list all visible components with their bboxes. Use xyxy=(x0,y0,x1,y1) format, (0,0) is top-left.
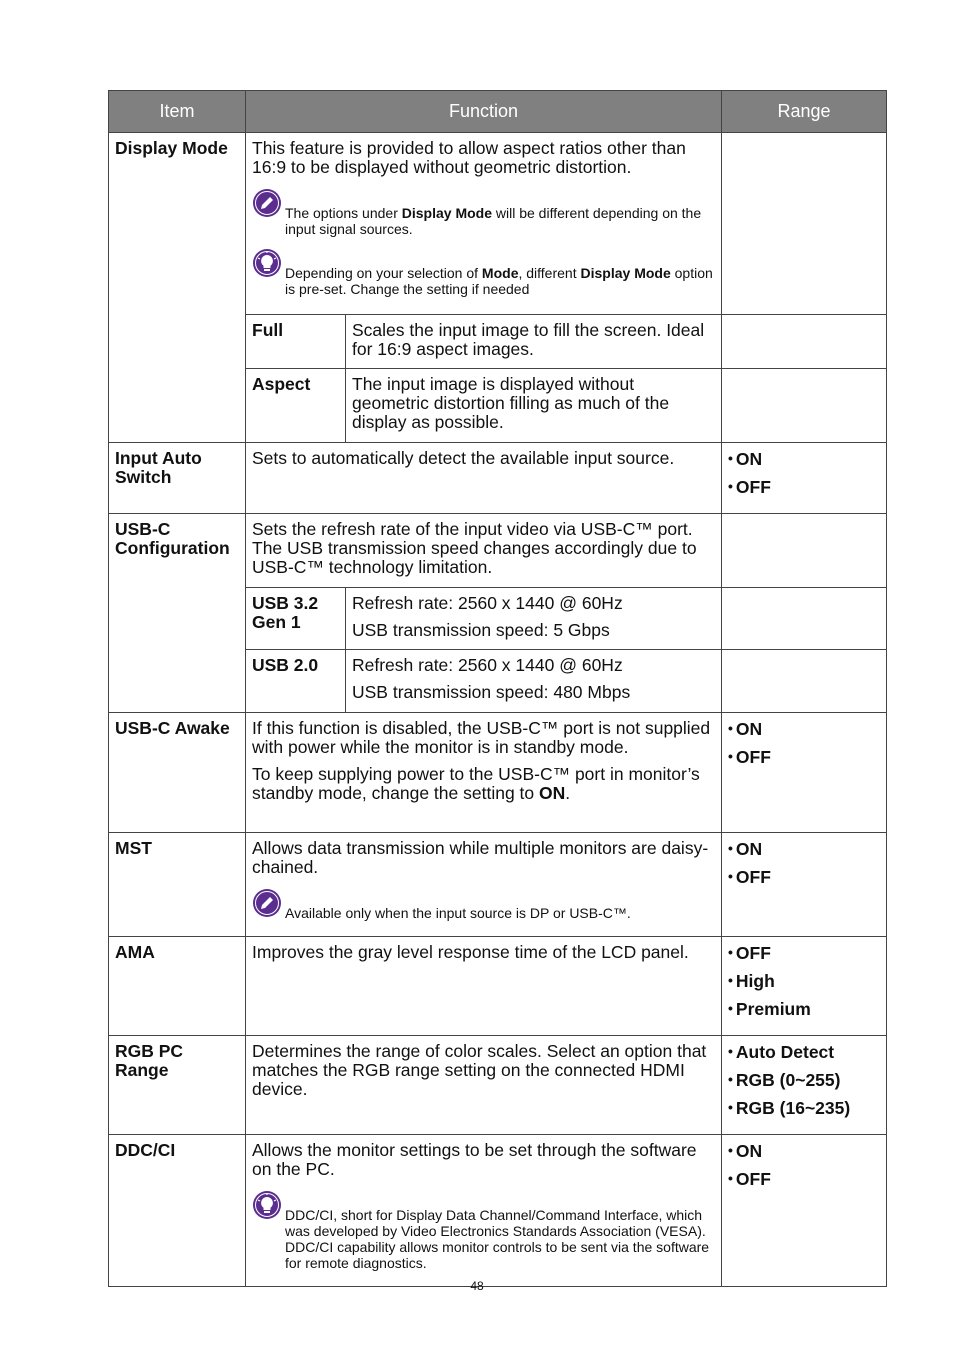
tip-text: Depending on your selection of Mode, different Display Mode option is pre-set. Change the setting if needed xyxy=(285,265,713,297)
usbc-awake-desc2: To keep supplying power to the USB-C™ port in monitor’s standby mode, change the setting to ON. xyxy=(252,764,700,803)
settings-table xyxy=(108,90,887,1287)
item-usbc-configuration: USB-C Configuration xyxy=(115,519,230,558)
table-row xyxy=(109,937,887,1036)
usb20-speed: USB transmission speed: 480 Mbps xyxy=(352,682,631,702)
option-full: Full xyxy=(252,320,284,340)
range-list xyxy=(728,1141,880,1189)
item-ama: AMA xyxy=(115,942,155,962)
range-option-on: • ON xyxy=(728,449,880,469)
table-row xyxy=(109,1036,887,1135)
item-cell xyxy=(109,514,246,713)
item-input-auto-switch: Input Auto Switch xyxy=(115,448,202,487)
table-row xyxy=(109,1135,887,1287)
function-cell xyxy=(346,588,722,650)
option-full-desc: Scales the input image to fill the screen. Ideal for 16:9 aspect images. xyxy=(352,320,705,359)
option-usb32: USB 3.2 Gen 1 xyxy=(252,593,319,632)
range-option-off: • OFF xyxy=(728,477,880,497)
table-row xyxy=(109,833,887,937)
range-list xyxy=(728,719,880,767)
ama-desc: Improves the gray level response time of the LCD panel. xyxy=(252,942,689,962)
range-cell xyxy=(722,588,887,650)
range-option-on: • ON xyxy=(728,1141,880,1161)
note-text: The options under Display Mode will be different depending on the input signal sources. xyxy=(285,205,702,237)
table-row xyxy=(109,713,887,833)
function-cell xyxy=(246,1036,722,1135)
pencil-note-icon xyxy=(252,888,282,918)
item-usbc-awake: USB-C Awake xyxy=(115,718,230,738)
sub-option-cell xyxy=(246,650,346,713)
range-option-off: • OFF xyxy=(728,867,880,887)
range-option-on: • ON xyxy=(728,839,880,859)
item-rgb-pc-range: RGB PC Range xyxy=(115,1041,184,1080)
range-cell xyxy=(722,369,887,443)
header-item: Item xyxy=(109,91,246,133)
range-cell xyxy=(722,443,887,514)
item-cell xyxy=(109,443,246,514)
function-cell xyxy=(246,1135,722,1287)
pencil-note-icon xyxy=(252,188,282,218)
function-cell xyxy=(246,833,722,937)
function-cell xyxy=(246,514,722,588)
rgb-pc-range-desc: Determines the range of color scales. Select an option that matches the RGB range setting on the connected HDMI device. xyxy=(252,1041,707,1099)
function-cell xyxy=(246,937,722,1036)
lightbulb-tip-icon xyxy=(252,248,282,278)
tip-block xyxy=(252,1193,715,1271)
range-cell xyxy=(722,1135,887,1287)
item-cell xyxy=(109,133,246,443)
note-block xyxy=(252,191,715,237)
function-cell xyxy=(246,133,722,315)
range-cell xyxy=(722,514,887,588)
lightbulb-tip-icon xyxy=(252,1190,282,1220)
function-cell xyxy=(246,713,722,833)
table-header-row xyxy=(109,91,887,133)
item-cell xyxy=(109,937,246,1036)
ddc-ci-desc: Allows the monitor settings to be set through the software on the PC. xyxy=(252,1140,697,1179)
sub-option-cell xyxy=(246,369,346,443)
range-list xyxy=(728,449,880,497)
option-aspect: Aspect xyxy=(252,374,311,394)
range-option-auto-detect: • Auto Detect xyxy=(728,1042,880,1062)
option-usb20: USB 2.0 xyxy=(252,655,319,675)
function-cell xyxy=(346,650,722,713)
display-mode-desc: This feature is provided to allow aspect ratios other than 16:9 to be displayed without geometric distortion. xyxy=(252,138,686,177)
function-cell xyxy=(346,369,722,443)
usbc-awake-desc1: If this function is disabled, the USB-C™ port is not supplied with power while the monitor is in standby mode. xyxy=(252,718,711,757)
note-block xyxy=(252,891,715,921)
usb32-refresh: Refresh rate: 2560 x 1440 @ 60Hz xyxy=(352,593,623,613)
function-cell xyxy=(346,315,722,369)
range-option-off: • OFF xyxy=(728,1169,880,1189)
tip-text: DDC/CI, short for Display Data Channel/Command Interface, which was developed by Video Electronics Standards Association (VESA). DDC/CI capability allows monitor controls to be sent via the software for remote diagnostics. xyxy=(285,1207,710,1271)
item-cell xyxy=(109,713,246,833)
range-option-rgb-limited: • RGB (16~235) xyxy=(728,1098,880,1118)
note-text: Available only when the input source is DP or USB-C™. xyxy=(285,905,631,921)
function-cell xyxy=(246,443,722,514)
range-option-off: • OFF xyxy=(728,747,880,767)
range-option-on: • ON xyxy=(728,719,880,739)
range-list xyxy=(728,1042,880,1118)
range-cell xyxy=(722,1036,887,1135)
sub-option-cell xyxy=(246,588,346,650)
sub-option-cell xyxy=(246,315,346,369)
range-cell xyxy=(722,133,887,315)
page-number: 48 xyxy=(470,1279,484,1293)
range-option-high: • High xyxy=(728,971,880,991)
range-cell xyxy=(722,650,887,713)
range-list xyxy=(728,839,880,887)
tip-block xyxy=(252,251,715,297)
input-auto-switch-desc: Sets to automatically detect the available input source. xyxy=(252,448,675,468)
header-range: Range xyxy=(722,91,887,133)
range-cell xyxy=(722,937,887,1036)
item-ddc-ci: DDC/CI xyxy=(115,1140,176,1160)
range-option-premium: • Premium xyxy=(728,999,880,1019)
table-row xyxy=(109,443,887,514)
item-cell xyxy=(109,1036,246,1135)
table-row xyxy=(109,133,887,315)
item-cell xyxy=(109,833,246,937)
range-cell xyxy=(722,713,887,833)
item-display-mode: Display Mode xyxy=(115,138,228,158)
item-cell xyxy=(109,1135,246,1287)
range-list xyxy=(728,943,880,1019)
range-cell xyxy=(722,833,887,937)
option-aspect-desc: The input image is displayed without geometric distortion filling as much of the display as possible. xyxy=(352,374,670,432)
range-cell xyxy=(722,315,887,369)
usbc-config-desc: Sets the refresh rate of the input video via USB-C™ port. The USB transmission speed changes accordingly due to USB-C™ technology limitation. xyxy=(252,519,697,577)
item-mst: MST xyxy=(115,838,152,858)
usb32-speed: USB transmission speed: 5 Gbps xyxy=(352,620,610,640)
range-option-rgb-full: • RGB (0~255) xyxy=(728,1070,880,1090)
table-row xyxy=(109,514,887,588)
range-option-off: • OFF xyxy=(728,943,880,963)
usb20-refresh: Refresh rate: 2560 x 1440 @ 60Hz xyxy=(352,655,623,675)
mst-desc: Allows data transmission while multiple monitors are daisy-chained. xyxy=(252,838,709,877)
header-function: Function xyxy=(246,91,722,133)
